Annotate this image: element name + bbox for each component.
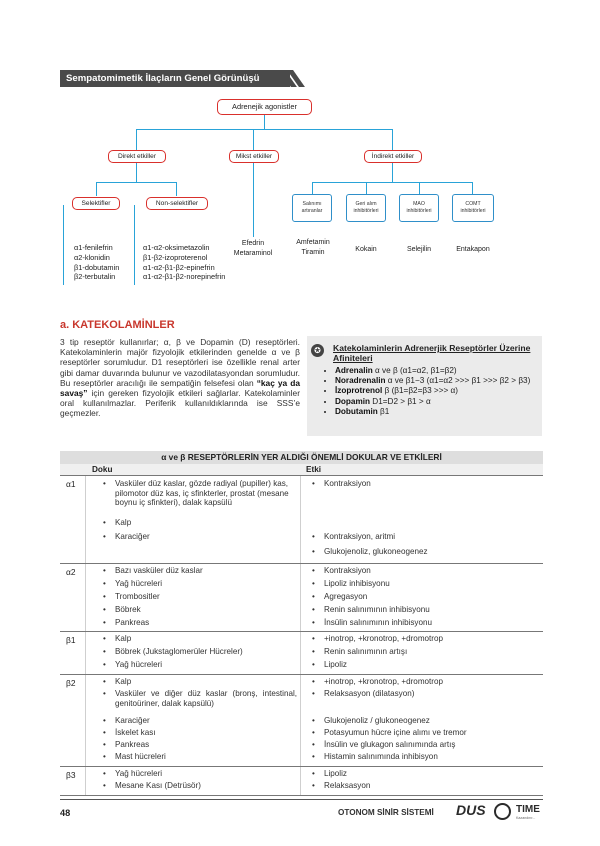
list-item: • Renin salınımının inhibisyonu xyxy=(324,605,430,615)
list-item: • Kalp xyxy=(115,634,131,644)
list-item: • İskelet kası xyxy=(115,728,156,738)
drug-item: α2-klonidin xyxy=(74,252,110,262)
list-item: • Mesane Kası (Detrüsör) xyxy=(115,781,201,791)
list-item: • Relaksasyon (dilatasyon) xyxy=(324,689,414,699)
list-item: • İnsülin ve glukagon salınımında artış xyxy=(324,740,455,750)
drug-item: α1-α2-β1-β2-norepinefrin xyxy=(143,272,226,282)
table-row xyxy=(60,766,543,796)
receptor-label: β2 xyxy=(66,678,76,688)
list-item: • Yağ hücreleri xyxy=(115,579,162,589)
footer-divider xyxy=(60,799,543,800)
list-item: • Böbrek (Jukstaglomerüler Hücreler) xyxy=(115,647,243,657)
drug-item: α1-α2-β1-β2-epinefrin xyxy=(143,262,215,272)
affinity-title: Katekolaminlerin Adrenerjik Reseptörler Üzerine Afiniteleri xyxy=(333,343,531,363)
list-item: • Glukojenoliz / glukoneogenez xyxy=(324,716,430,726)
list-item: • Kontraksiyon xyxy=(324,479,371,489)
list-item: • Karaciğer xyxy=(115,532,150,542)
section-title: a. KATEKOLAMİNLER xyxy=(60,319,175,331)
list-item: • Pankreas xyxy=(115,740,149,750)
list-item: • Potasyumun hücre içine alımı ve tremor xyxy=(324,728,467,738)
drug-item: Selejilin xyxy=(406,246,432,253)
root-box: Adrenejik agonistler xyxy=(217,99,312,115)
list-item: • Agregasyon xyxy=(324,592,367,602)
drug-item: Kokain xyxy=(355,246,377,253)
list-item: • Böbrek xyxy=(115,605,141,615)
list-item: • Yağ hücreleri xyxy=(115,660,162,670)
affinity-box xyxy=(307,336,542,436)
table-row xyxy=(60,563,543,631)
reuptake-box: Geri alım inhibitörleri xyxy=(346,194,386,222)
receptor-label: α1 xyxy=(66,479,76,489)
col-doku: Doku xyxy=(92,465,113,474)
list-item: • Dopamin D1=D2 > β1 > α xyxy=(335,397,530,407)
list-item: • Lipoliz inhibisyonu xyxy=(324,579,390,589)
list-item: • Kalp xyxy=(115,677,131,687)
list-item: • Lipoliz xyxy=(324,769,347,779)
section-header: Sempatomimetik İlaçların Genel Görünüşü xyxy=(60,70,290,87)
list-item: • İzoprotrenol β (β1=β2=β3 >>> α) xyxy=(335,386,530,396)
table-row xyxy=(60,674,543,766)
list-item: • Histamin salınımında inhibisyon xyxy=(324,752,438,762)
list-item: • Trombositler xyxy=(115,592,160,602)
page-number: 48 xyxy=(60,808,71,818)
chapter-name: OTONOM SİNİR SİSTEMİ xyxy=(338,808,434,817)
drug-item: Amfetamin Tiramin xyxy=(296,239,330,256)
receptor-label: β3 xyxy=(66,770,76,780)
col-etki: Etki xyxy=(306,465,322,474)
mixed-box: Mikst etkiller xyxy=(229,150,279,163)
table-header xyxy=(60,464,543,475)
direct-box: Direkt etkiller xyxy=(108,150,166,163)
logo-text: TIME xyxy=(516,804,540,815)
drug-item: Metaraminol xyxy=(233,249,273,257)
list-item: • Mast hücreleri xyxy=(115,752,166,762)
drug-item: β2-terbutalin xyxy=(74,272,116,282)
list-item: • Noradrenalin α ve β1−3 (α1=α2 >>> β1 >>> β2 > β3) xyxy=(335,376,530,386)
logo-subtitle: Kazandırır... xyxy=(516,816,536,820)
nonselective-box: Non-selektifler xyxy=(146,197,208,210)
list-item: • +inotrop, +kronotrop, +dromotrop xyxy=(324,634,443,644)
list-item: • Vasküler ve diğer düz kaslar (bronş, intestinal, genitoüriner, dalak kapsülü) xyxy=(115,689,297,708)
receptor-label: β1 xyxy=(66,635,76,645)
list-item: • Yağ hücreleri xyxy=(115,769,162,779)
list-item: • Relaksasyon xyxy=(324,781,370,791)
list-item: • Vasküler düz kaslar, gözde radiyal (pupiller) kas, pilomotor düz kas, iç sfinkterler, prostat (mesane boynu iç sfinkteri), dalak kapsülü xyxy=(115,479,297,508)
drug-item: β1-dobutamin xyxy=(74,262,120,272)
list-item: • +inotrop, +kronotrop, +dromotrop xyxy=(324,677,443,687)
table-title: α ve β RESEPTÖRLERİN YER ALDIĞI ÖNEMLİ DOKULAR VE ETKİLERİ xyxy=(60,451,543,464)
release-box: Salınımı artıranlar xyxy=(292,194,332,222)
table-row xyxy=(60,631,543,674)
comt-box: COMT inhibitörleri xyxy=(452,194,494,222)
list-item: • Renin salınımının artışı xyxy=(324,647,407,657)
list-item: • Glukojenoliz, glukoneogenez xyxy=(324,547,428,557)
list-item: • Dobutamin β1 xyxy=(335,407,530,417)
list-item: • İnsülin salınımının inhibisyonu xyxy=(324,618,432,628)
table-row xyxy=(60,475,543,563)
drug-item: β1-β2-izoproterenol xyxy=(143,252,208,262)
selective-box: Selektifler xyxy=(72,197,120,210)
list-item: • Kontraksiyon, aritmi xyxy=(324,532,395,542)
list-item: • Bazı vasküler düz kaslar xyxy=(115,566,203,576)
list-item: • Pankreas xyxy=(115,618,149,628)
indirect-box: İndirekt etkiller xyxy=(364,150,422,163)
receptor-table xyxy=(60,451,543,796)
list-item: • Lipoliz xyxy=(324,660,347,670)
star-icon: ✪ xyxy=(311,344,324,357)
drug-item: Efedrin xyxy=(241,240,265,247)
mao-box: MAO inhibitörleri xyxy=(399,194,439,222)
clock-icon xyxy=(494,803,511,820)
list-item: • Kalp xyxy=(115,518,131,528)
drug-item: α1-α2-oksimetazolin xyxy=(143,243,210,252)
logo: DUS xyxy=(456,802,486,818)
drug-item: Entakapon xyxy=(456,246,490,253)
intro-paragraph: 3 tip reseptör kullanırlar; α, β ve Dopamin (D) reseptörleri. Katekolaminlerin majör fizyolojik etkilerinden genelde α ve β reseptörler sorumludur. D1 reseptörleri ise özellikle renal arter gibi damar duvarında bulunur ve vazodilatasyondan sorumludur. Bu reseptörler aracılığı ile sempatiğin felsefesi olan “kaç ya da savaş” için gereken fizyolojik etkileri sağlarlar. Katekolaminler oral kullanılmazlar. Periferik kullanıldıklarında ise SSS’e geçmezler. xyxy=(60,337,301,419)
receptor-label: α2 xyxy=(66,567,76,577)
list-item: • Adrenalin α ve β (α1=α2, β1=β2) xyxy=(335,366,530,376)
list-item: • Kontraksiyon xyxy=(324,566,371,576)
list-item: • Karaciğer xyxy=(115,716,150,726)
affinity-list xyxy=(321,366,530,417)
drug-item: α1-fenilefrin xyxy=(74,243,113,252)
